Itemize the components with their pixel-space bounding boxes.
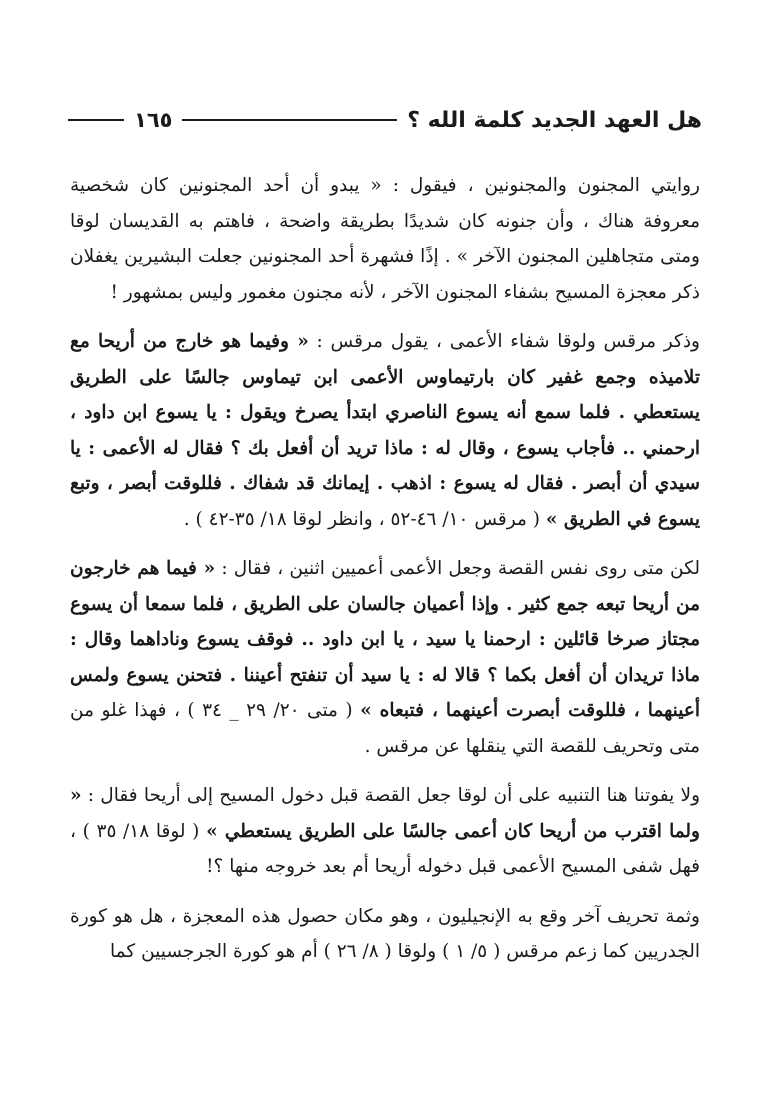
quotation-matthew-gospel: « فيما هم خارجون من أريحا تبعه جمع كثير . وإذا أعميان جالسان على الطريق ، فلما سمعا أن يسوع مجتاز صرخا قائلين : ارحمنا يا سيد ، يا ابن داود .. فوقف يسوع وناداهما وقال : ماذا تريدان أن أفعل بكما ؟ قالا له : يا سيد أن تنفتح أعيننا . فتحنن يسوع ولمس أعينهما ، فللوقت أبصرت أعينهما ، فتبعاه »: [70, 558, 700, 721]
body-text: [70, 168, 700, 984]
running-title: هل العهد الجديد كلمة الله ؟: [407, 107, 702, 133]
quotation-mark-gospel: « وفيما هو خارج من أريحا مع تلاميذه وجمع غفير كان بارتيماوس الأعمى ابن تيماوس جالسًا على الطريق يستعطي . فلما سمع أنه يسوع الناصري ابتدأ يصرخ ويقول : يا يسوع ابن داود ، ارحمني .. فأجاب يسوع ، وقال له : ماذا تريد أن أفعل بك ؟ فقال له الأعمى : يا سيدي أن أبصر . فقال له يسوع : اذهب . إيمانك قد شفاك . فللوقت أبصر ، وتبع يسوع في الطريق »: [70, 331, 700, 530]
header-rule: [182, 119, 397, 121]
paragraph-text: وذكر مرقس ولوقا شفاء الأعمى ، يقول مرقس :: [308, 331, 700, 352]
paragraph-text: ولا يفوتنا هنا التنبيه على أن لوقا جعل القصة قبل دخول المسيح إلى أريحا فقال :: [81, 785, 700, 806]
paragraph-text: وثمة تحريف آخر وقع به الإنجيليون ، وهو مكان حصول هذه المعجزة ، هل هو كورة الجدريين كما زعم مرقس ( ٥/ ١ ) ولوقا ( ٨/ ٢٦ ) أم هو كورة الجرجسيين كما: [70, 905, 700, 962]
paragraph-text: لكن متى روى نفس القصة وجعل الأعمى أعميين اثنين ، فقال :: [215, 558, 700, 579]
paragraph-text: روايتي المجنون والمجنونين ، فيقول : « يبدو أن أحد المجنونين كان شخصية معروفة هناك ، وأن جنونه كان شديدًا بطريقة واضحة ، فاهتم به القديسان لوقا ومتى متجاهلين المجنون الآخر » . إذًا فشهرة أحد المجنونين جعلت البشيرين يغفلان ذكر معجزة المسيح بشفاء المجنون الآخر ، لأنه مجنون مغمور وليس بمشهور !: [70, 175, 700, 303]
paragraph-4: [70, 778, 700, 885]
citation-text: ( لوقا ١٨/ ٣٥ ) ، فهل شفى المسيح الأعمى قبل دخوله أريحا أم بعد خروجه منها ؟!: [70, 820, 700, 877]
quotation-luke-gospel: « ولما اقترب من أريحا كان أعمى جالسًا على الطريق يستعطي »: [70, 785, 700, 842]
header-rule-short: [68, 119, 124, 121]
citation-text: ( متى ٢٠/ ٢٩ _ ٣٤ ) ، فهذا غلو من متى وتحريف للقصة التي ينقلها عن مرقس .: [70, 700, 700, 757]
page-header: [68, 100, 702, 140]
paragraph-1: [70, 168, 700, 310]
paragraph-3: [70, 551, 700, 764]
paragraph-2: [70, 324, 700, 537]
page-number: ١٦٥: [134, 108, 173, 132]
paragraph-5: [70, 899, 700, 970]
citation-text: ( مرقس ١٠/ ٤٦-٥٢ ، وانظر لوقا ١٨/ ٣٥-٤٢ ) .: [183, 508, 546, 530]
